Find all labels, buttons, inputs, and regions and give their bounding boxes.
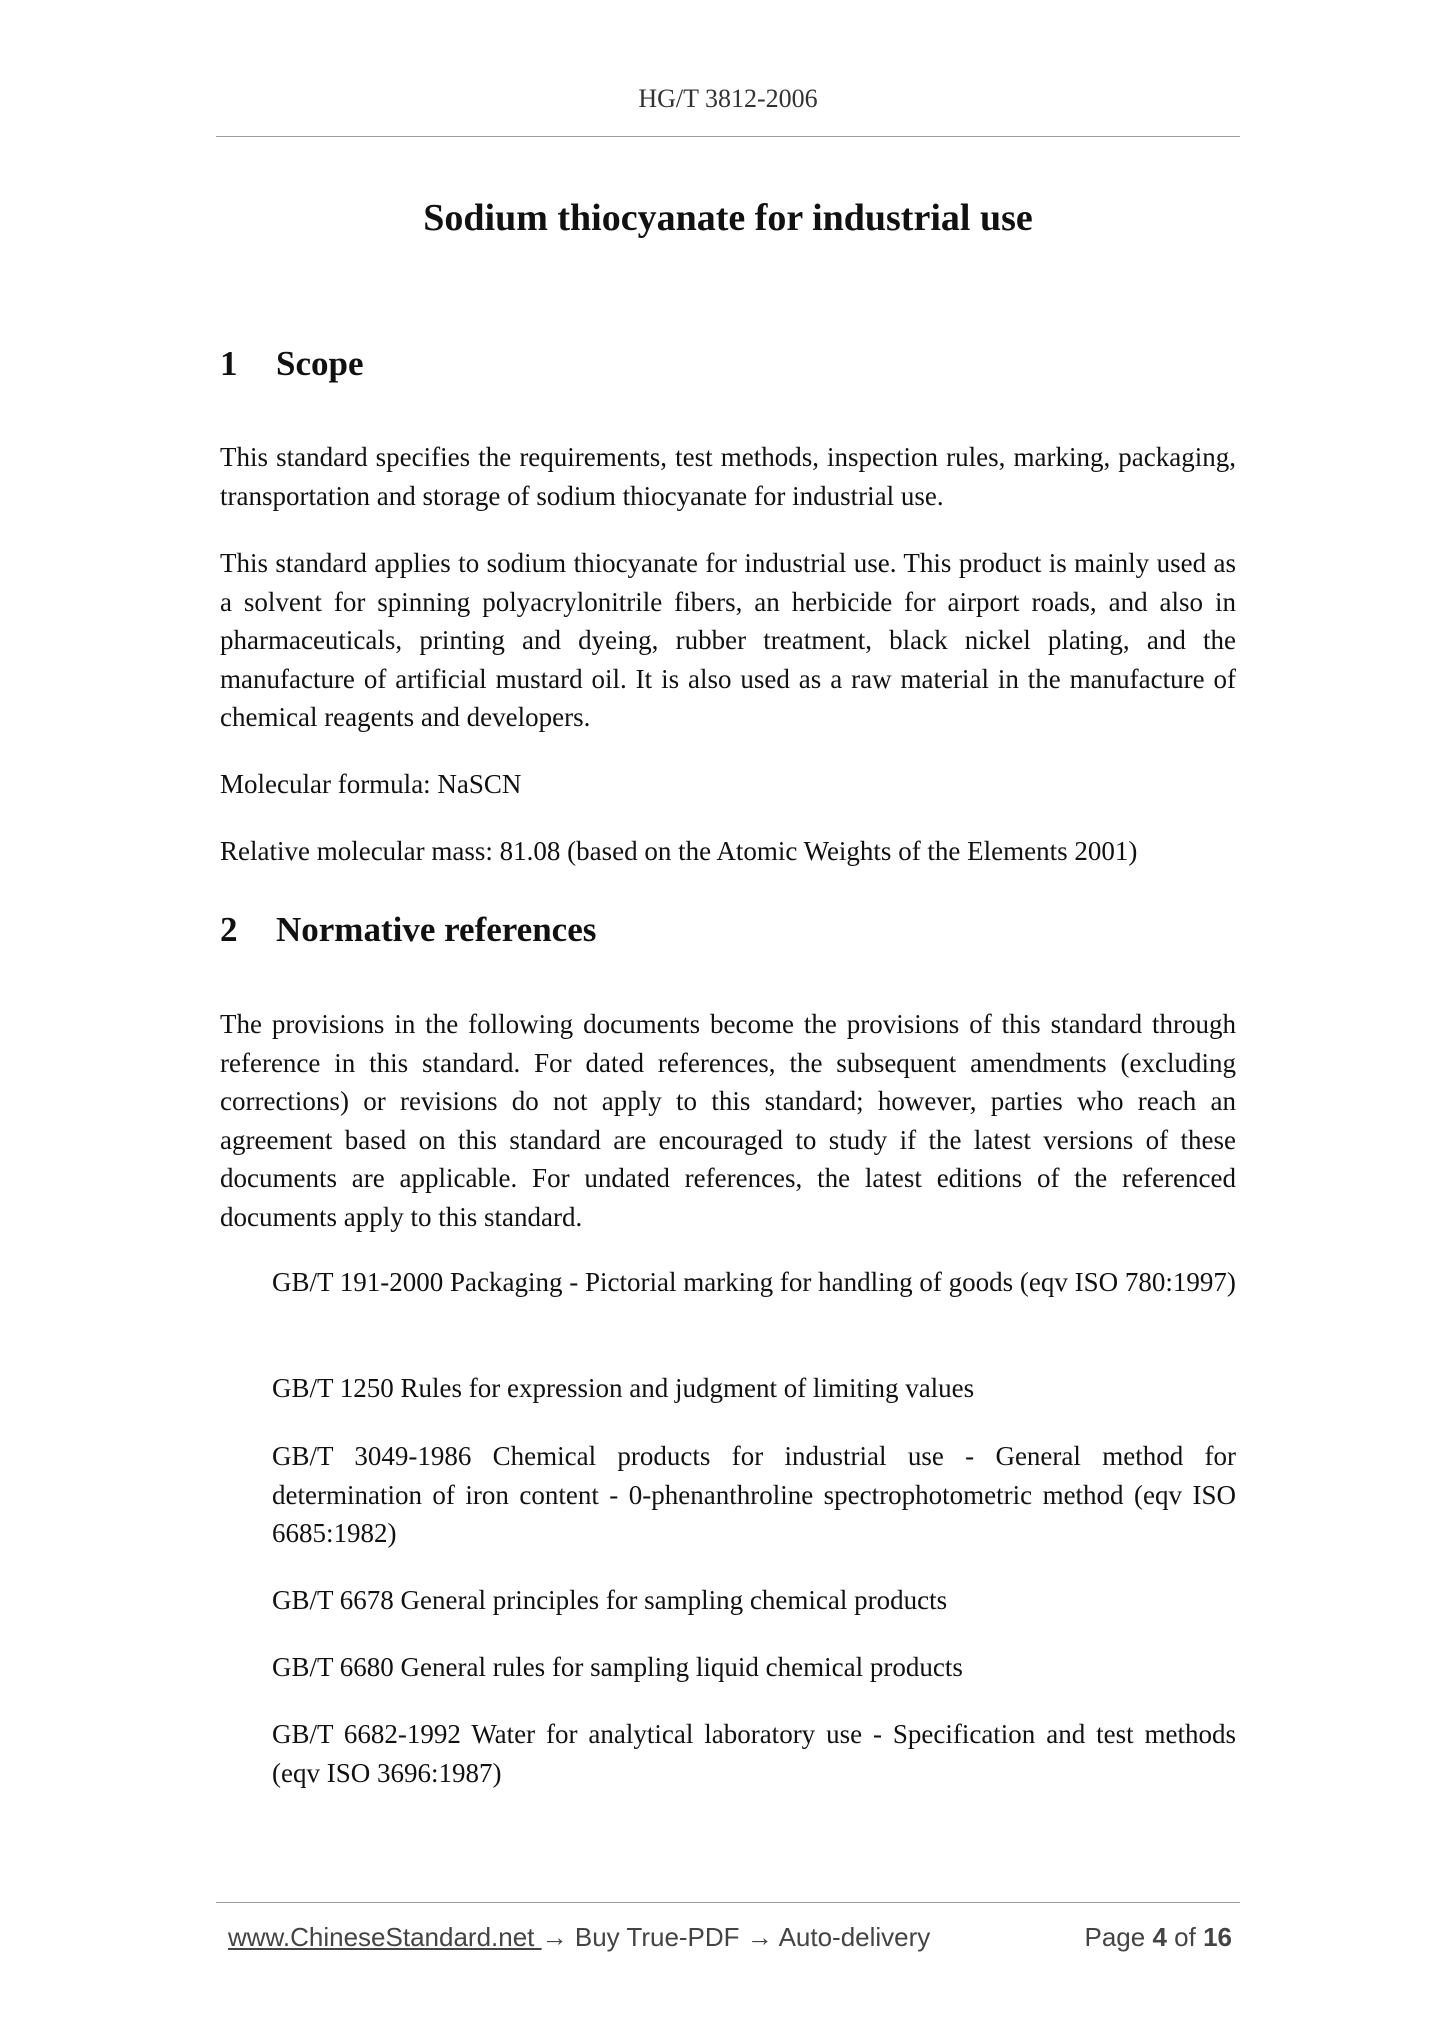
header-divider: [216, 136, 1240, 137]
chinesestandard-link[interactable]: www.ChineseStandard.net: [228, 1922, 542, 1952]
reference-item: GB/T 191-2000 Packaging - Pictorial marking for handling of goods (eqv ISO 780:1997): [272, 1267, 1236, 1297]
section-number: 2: [220, 910, 238, 949]
reference-item: GB/T 6680 General rules for sampling liquid chemical products: [272, 1652, 963, 1682]
reference-item: GB/T 6682-1992 Water for analytical laboratory use - Specification and test methods (eqv ISO 3696:1987): [272, 1719, 1236, 1788]
section-title: Scope: [276, 344, 364, 383]
page-total: 16: [1203, 1922, 1232, 1952]
relative-molecular-mass: Relative molecular mass: 81.08 (based on the Atomic Weights of the Elements 2001): [220, 836, 1138, 866]
scope-paragraph-1: This standard specifies the requirements, test methods, inspection rules, marking, packaging, transportation and storage of sodium thiocyanate for industrial use.: [220, 442, 1236, 511]
footer-divider: [216, 1902, 1240, 1903]
of-label: of: [1174, 1922, 1196, 1952]
normative-references-paragraph: The provisions in the following documents become the provisions of this standard through reference in this standard. For dated references, the subsequent amendments (excluding corrections) or revisions do not apply to this standard; however, parties who reach an agreement based on this standard are encouraged to study if the latest versions of these documents are applicable. For undated references, the latest editions of the referenced documents apply to this standard.: [220, 1009, 1236, 1232]
reference-item: GB/T 1250 Rules for expression and judgment of limiting values: [272, 1373, 975, 1403]
section-heading-normative-references: [220, 910, 596, 950]
footer-links: [228, 1922, 930, 1953]
section-number: 1: [220, 344, 238, 383]
molecular-formula: Molecular formula: NaSCN: [220, 769, 522, 799]
section-heading-scope: [220, 344, 364, 384]
arrow-right-icon: →: [746, 1922, 773, 1952]
arrow-right-icon: →: [541, 1922, 568, 1952]
page-label: Page: [1084, 1922, 1146, 1952]
page-indicator: [1084, 1922, 1232, 1953]
reference-item: GB/T 3049-1986 Chemical products for industrial use - General method for determination of iron content - 0-phenanthroline spectrophotometric method (eqv ISO 6685:1982): [272, 1441, 1236, 1548]
reference-item: GB/T 6678 General principles for sampling chemical products: [272, 1585, 948, 1615]
buy-true-pdf-text: Buy True-PDF: [567, 1922, 747, 1952]
scope-paragraph-2: This standard applies to sodium thiocyanate for industrial use. This product is mainly used as a solvent for spinning polyacrylonitrile fibers, an herbicide for airport roads, and also in pharmaceuticals, printing and dyeing, rubber treatment, black nickel plating, and the manufacture of artificial mustard oil. It is also used as a raw material in the manufacture of chemical reagents and developers.: [220, 548, 1236, 732]
page-header-code: HG/T 3812-2006: [638, 84, 818, 113]
section-title: Normative references: [276, 910, 597, 949]
page-number: 4: [1152, 1922, 1167, 1952]
auto-delivery-text: Auto-delivery: [772, 1922, 931, 1952]
document-title: Sodium thiocyanate for industrial use: [423, 197, 1033, 239]
